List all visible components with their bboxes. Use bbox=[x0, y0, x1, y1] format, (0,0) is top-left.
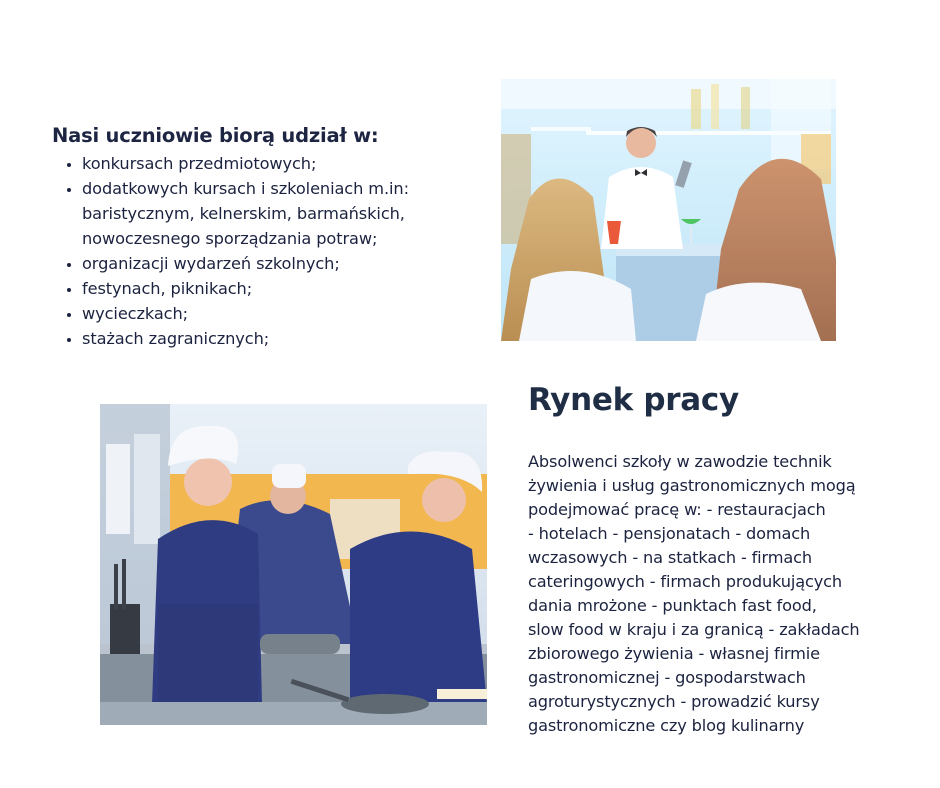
activity-item bbox=[82, 326, 472, 351]
market-text-line: żywienia i usług gastronomicznych mogą bbox=[528, 476, 856, 495]
activities-section bbox=[52, 124, 472, 351]
activity-item bbox=[82, 176, 472, 251]
activity-item-text: nowoczesnego sporządzania potraw; bbox=[82, 229, 378, 248]
market-text-line: zbiorowego żywienia - własnej firmie bbox=[528, 644, 820, 663]
market-title: Rynek pracy bbox=[528, 382, 739, 418]
activity-item-text: wycieczkach; bbox=[82, 304, 188, 323]
market-text-line: gastronomiczne czy blog kulinarny bbox=[528, 716, 805, 735]
activity-item bbox=[82, 251, 472, 276]
activity-item bbox=[82, 276, 472, 301]
market-text-line: wczasowych - na statkach - firmach bbox=[528, 548, 812, 567]
market-text-line: agroturystycznych - prowadzić kursy bbox=[528, 692, 820, 711]
activity-item-text: organizacji wydarzeń szkolnych; bbox=[82, 254, 340, 273]
market-text-line: Absolwenci szkoły w zawodzie technik bbox=[528, 452, 832, 471]
activity-item-text: konkursach przedmiotowych; bbox=[82, 154, 317, 173]
activity-item bbox=[82, 301, 472, 326]
activities-heading: Nasi uczniowie biorą udział w: bbox=[52, 124, 379, 147]
activity-item bbox=[82, 151, 472, 176]
activity-item-text: dodatkowych kursach i szkoleniach m.in: bbox=[82, 179, 409, 198]
market-text-line: gastronomicznej - gospodarstwach bbox=[528, 668, 806, 687]
activity-item-text: festynach, piknikach; bbox=[82, 279, 253, 298]
market-description bbox=[528, 450, 903, 738]
market-text-line: dania mrożone - punktach fast food, bbox=[528, 596, 817, 615]
activity-item-text: stażach zagranicznych; bbox=[82, 329, 270, 348]
activity-item-text: baristycznym, kelnerskim, barmańskich, bbox=[82, 204, 405, 223]
market-text-line: slow food w kraju i za granicą - zakładach bbox=[528, 620, 860, 639]
market-text-line: - hotelach - pensjonatach - domach bbox=[528, 524, 811, 543]
market-text-line: cateringowych - firmach produkujących bbox=[528, 572, 843, 591]
activities-list bbox=[52, 151, 472, 351]
market-text-line: podejmować pracę w: - restauracjach bbox=[528, 500, 826, 519]
cooking-students-photo bbox=[100, 404, 487, 725]
bartender-class-photo bbox=[501, 79, 836, 341]
